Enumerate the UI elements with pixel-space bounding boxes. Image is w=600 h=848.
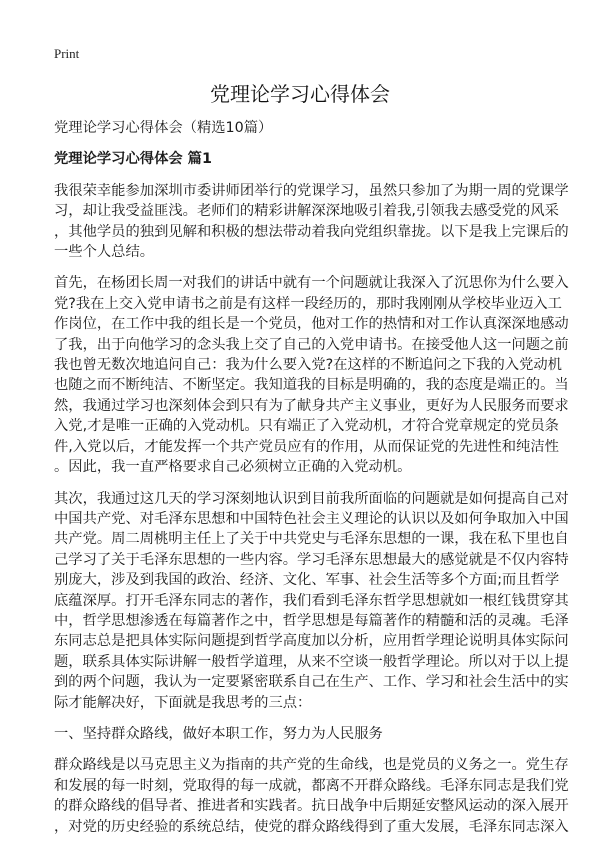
paragraph-line: 件,入党以后，才能发挥一个共产党员应有的作用，从而保证党的先进性和纯洁性	[54, 438, 559, 455]
document-title: 党理论学习心得体会	[210, 82, 390, 106]
paragraph-line: 到的两个问题，我认为一定要紧密联系自己在生产、工作、学习和社会生活中的实	[54, 674, 569, 691]
paragraph-line: 我很荣幸能参加深圳市委讲师团举行的党课学习，虽然只参加了为期一周的党课学	[54, 182, 569, 199]
paragraph-line: 己学习了关于毛泽东思想的一些内容。学习毛泽东思想最大的感觉就是不仅内容特	[54, 551, 569, 568]
paragraph-line: 也随之而不断纯洁、不断坚定。我知道我的目标是明确的，我的态度是端正的。当	[54, 377, 569, 394]
paragraph-line: 底蕴深厚。打开毛泽东同志的著作，我们看到毛泽东哲学思想就如一根红钱贯穿其	[54, 592, 569, 609]
paragraphs	[54, 181, 569, 837]
paragraph	[54, 755, 569, 837]
paragraph-line: 一、坚持群众路线，做好本职工作，努力为人民服务	[54, 725, 383, 742]
paragraph-line: 群众路线是以马克思主义为指南的共产党的生命线，也是党员的义务之一。党生存	[54, 757, 569, 774]
print-link[interactable]: Print	[54, 46, 80, 61]
paragraph-line: 我也曾无数次地追问自己：我为什么要入党?在这样的不断追问之下我的入党动机	[54, 357, 562, 374]
paragraph-line: ，对党的历史经验的系统总结，使党的群众路线得到了重大发展，毛泽东同志深入	[54, 818, 569, 835]
paragraph-line: 然，我通过学习也深刻体会到只有为了献身共产主义事业，更好为人民服务而要求	[54, 397, 569, 414]
paragraph-line: 首先，在杨团长周一对我们的讲话中就有一个问题就让我深入了沉思你为什么要入	[54, 275, 569, 292]
paragraph-line: 中，哲学思想渗透在每篇著作之中，哲学思想是每篇著作的精髓和活的灵魂。毛泽	[54, 612, 569, 629]
section-heading: 党理论学习心得体会 篇1	[54, 151, 212, 168]
paragraph-line: 际才能解决好，下面就是我思考的三点：	[54, 694, 312, 711]
paragraph-line: ，其他学员的独到见解和积极的想法带动着我向党组织靠拢。以下是我上完课后的	[54, 223, 569, 240]
document-body	[54, 118, 569, 848]
paragraph-line: 党?我在上交入党申请书之前是有这样一段经历的，那时我刚刚从学校毕业迈入工	[54, 295, 562, 312]
paragraph	[54, 181, 569, 263]
subtitle: 党理论学习心得体会（精选10篇）	[54, 120, 273, 136]
paragraph-line: 一些个人总结。	[54, 244, 155, 261]
paragraph-line: 入党,才是唯一正确的入党动机。只有端正了入党动机，才符合党章规定的党员条	[54, 418, 559, 435]
paragraph-line: 别庞大，涉及到我国的政治、经济、文化、军事、社会生活等多个方面;而且哲学	[54, 572, 560, 589]
paragraph	[54, 724, 554, 744]
paragraph-line: 中国共产党、对毛泽东思想和中国特色社会主义理论的认识以及如何争取加入中国	[54, 510, 569, 527]
paragraph-line: 共产党。周二周桃明主任上了关于中共党史与毛泽东思想的一课，我在私下里也自	[54, 531, 569, 548]
paragraph	[54, 489, 569, 713]
paragraph-line: 。因此，我一直严格要求自己必须树立正确的入党动机。	[54, 459, 412, 476]
paragraph-line: 和发展的每一时刻，党取得的每一成就，都离不开群众路线。毛泽东同志是我们党	[54, 777, 569, 794]
paragraph	[54, 273, 569, 477]
paragraph-line: 其次，我通过这几天的学习深刻地认识到目前我所面临的问题就是如何提高自己对	[54, 490, 569, 507]
paragraph-line: 作岗位，在工作中我的组长是一个党员，他对工作的热情和对工作认真深深地感动	[54, 316, 569, 333]
paragraph-line: 题，联系具体实际讲解一般哲学道理，从来不空谈一般哲学理论。所以对于以上提	[54, 653, 569, 670]
paragraph-line: 的群众路线的倡导者、推进者和实践者。抗日战争中后期延安整风运动的深入展开	[54, 798, 569, 815]
paragraph-line: 东同志总是把具体实际问题提到哲学高度加以分析，应用哲学理论说明具体实际问	[54, 633, 569, 650]
paragraph-line: 了我，出于向他学习的念头我上交了自己的入党申请书。在接受他人这一问题之前	[54, 336, 569, 353]
paragraph-line: 习，却让我受益匪浅。老师们的精彩讲解深深地吸引着我,引领我去感受党的风采	[54, 203, 559, 220]
